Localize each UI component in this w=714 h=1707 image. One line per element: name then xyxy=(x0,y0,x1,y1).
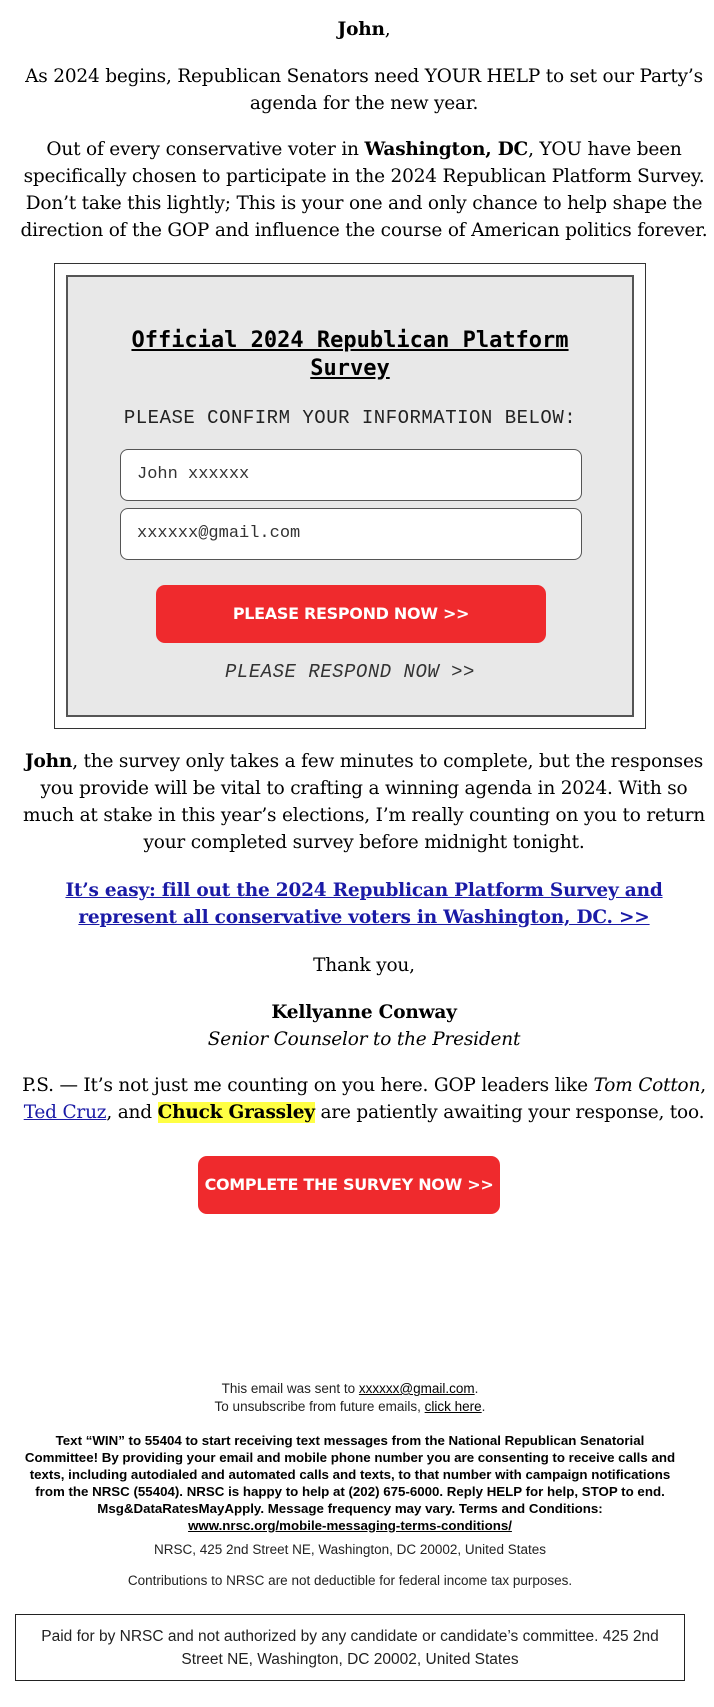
chosen-post: , YOU have been specifically chosen to participate in the 2024 Republican Platform Survey. Don’t take this lightly; This is your one and only chance to help shape the direction of the GOP and influence the course of American politics forever. xyxy=(20,139,708,241)
email-field[interactable]: xxxxxx@gmail.com xyxy=(120,508,582,560)
respond-link[interactable]: PLEASE RESPOND NOW >> xyxy=(225,661,475,683)
name-field[interactable]: John xxxxxx xyxy=(120,449,582,501)
survey-panel xyxy=(66,275,634,717)
sent-post: . xyxy=(474,1381,479,1396)
body-text: , the survey only takes a few minutes to complete, but the responses you provide will be vital to crafting a winning agenda in 2024. With so much at stake in this year’s elections, I’m really counting on you to return your completed survey before midnight tonight. xyxy=(22,751,706,853)
thanks-text: Thank you, xyxy=(313,955,415,976)
ps-post: are patiently awaiting your response, too. xyxy=(314,1102,705,1123)
confirm-label: PLEASE CONFIRM YOUR INFORMATION BELOW: xyxy=(123,407,577,429)
sms-text: Text “WIN” to 55404 to start receiving text messages from the National Republican Senatorial Committee! By providing your email and mobile phone number you are consenting to receive calls and texts, including autodialed and automated calls and texts, to that number with campaign notifications from the NRSC (55404). NRSC is happy to help at (202) 675-6000. Reply HELP for help, STOP to end. Msg&DataRatesMayApply. Message frequency may vary. Terms and Conditions: xyxy=(24,1433,676,1516)
cta-paragraph xyxy=(14,877,714,931)
chosen-pre: Out of every conservative voter in xyxy=(46,139,365,160)
chosen-location: Washington, DC xyxy=(364,139,529,160)
sent-pre: This email was sent to xyxy=(221,1381,359,1396)
sent-email-link[interactable]: xxxxxx@gmail.com xyxy=(358,1381,475,1396)
body-paragraph xyxy=(14,748,714,856)
ps-paragraph xyxy=(14,1072,714,1126)
signer-title: Senior Counselor to the President xyxy=(207,1029,521,1050)
greeting xyxy=(14,16,714,43)
deductible-notice: Contributions to NRSC are not deductible for federal income tax purposes. xyxy=(127,1573,573,1588)
ps-sep1: , xyxy=(700,1075,706,1096)
survey-box xyxy=(54,263,646,729)
ps-sep2: , and xyxy=(106,1102,158,1123)
sms-terms-link[interactable]: www.nrsc.org/mobile-messaging-terms-conditions/ xyxy=(188,1518,512,1533)
greeting-name: John xyxy=(337,19,385,40)
signer-name: Kellyanne Conway xyxy=(271,1002,457,1023)
body-name: John xyxy=(24,751,73,772)
complete-survey-button[interactable]: COMPLETE THE SURVEY NOW >> xyxy=(198,1156,500,1214)
leader-grassley: Chuck Grassley xyxy=(157,1102,315,1123)
ps-pre: P.S. — It’s not just me counting on you here. GOP leaders like xyxy=(22,1075,594,1096)
respond-button[interactable]: PLEASE RESPOND NOW >> xyxy=(156,585,546,643)
unsubscribe-link[interactable]: click here xyxy=(424,1399,482,1414)
intro-paragraph: As 2024 begins, Republican Senators need YOUR HELP to set our Party’s agenda for the new year. xyxy=(25,66,703,114)
survey-link[interactable]: It’s easy: fill out the 2024 Republican Platform Survey and represent all conservative voters in Washington, DC. >> xyxy=(65,880,663,928)
sms-disclaimer xyxy=(18,1432,682,1534)
leader-cruz-link[interactable]: Ted Cruz xyxy=(23,1102,107,1123)
address: NRSC, 425 2nd Street NE, Washington, DC 20002, United States xyxy=(154,1542,546,1557)
chosen-paragraph xyxy=(14,136,714,244)
sent-info xyxy=(0,1380,700,1416)
greeting-punct: , xyxy=(384,19,391,40)
paid-for-box: Paid for by NRSC and not authorized by any candidate or candidate’s committee. 425 2nd Street NE, Washington, DC 20002, United States xyxy=(15,1614,685,1681)
leader-cotton: Tom Cotton xyxy=(593,1075,701,1096)
unsub-post: . xyxy=(481,1399,486,1414)
survey-title[interactable]: Official 2024 Republican Platform Survey xyxy=(131,328,569,381)
signature xyxy=(14,999,714,1053)
unsub-pre: To unsubscribe from future emails, xyxy=(214,1399,425,1414)
